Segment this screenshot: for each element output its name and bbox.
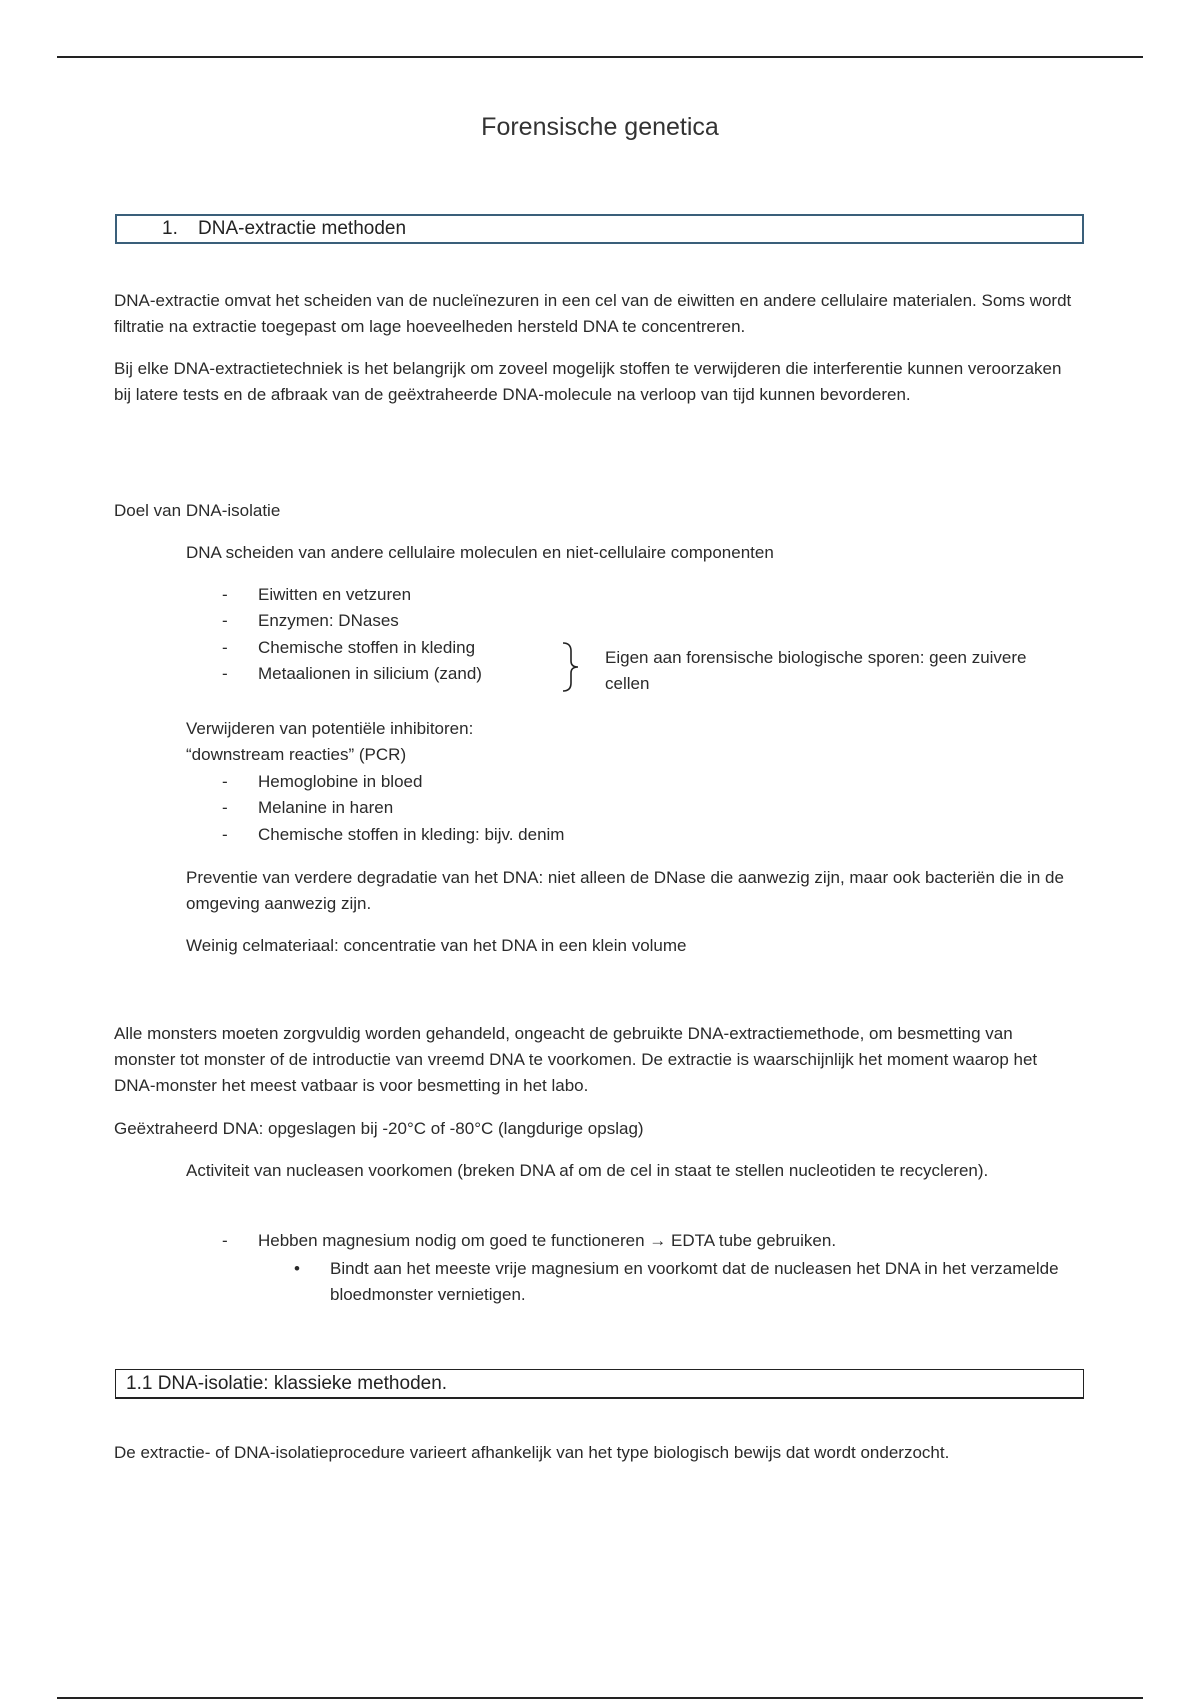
prevention-paragraph: Preventie van verdere degradatie van het DNA: niet alleen de DNase die aanwezig zijn, maar ook bacteriën die in de omgeving aanwezig zijn.: [186, 868, 1064, 913]
section-heading-1: [115, 214, 1084, 244]
bullet-icon: •: [294, 1259, 300, 1278]
list-item: Eiwitten en vetzuren: [258, 585, 412, 604]
bottom-rule: [57, 1697, 1143, 1699]
document-title: Forensische genetica: [481, 113, 719, 141]
list-item: Metaalionen in silicium (zand): [258, 664, 482, 683]
section-heading-1-1: 1.1 DNA-isolatie: klassieke methoden.: [115, 1369, 1084, 1399]
section-1-1-paragraph: De extractie- of DNA-isolatieprocedure varieert afhankelijk van het type biologisch bewijs dat wordt onderzocht.: [114, 1443, 950, 1462]
storage-paragraph: Geëxtraheerd DNA: opgeslagen bij -20°C of -80°C (langdurige opslag): [114, 1119, 644, 1138]
list-dash: -: [222, 798, 228, 817]
inhibitors-line-1: Verwijderen van potentiële inhibitoren:: [186, 719, 474, 738]
intro-paragraph-1: DNA-extractie omvat het scheiden van de nucleïnezuren in een cel van de eiwitten en andere cellulaire materialen. Soms wordt filtratie na extractie toegepast om lage hoeveelheden hersteld DNA te concentreren.: [114, 291, 1072, 336]
list-item: Melanine in haren: [258, 798, 394, 817]
brace-note: Eigen aan forensische biologische sporen: geen zuivere cellen: [605, 648, 1027, 693]
list-item: Hebben magnesium nodig om goed te functioneren → EDTA tube gebruiken.: [258, 1231, 837, 1250]
low-material-paragraph: Weinig celmateriaal: concentratie van het DNA in een klein volume: [186, 936, 687, 955]
list-dash: -: [222, 664, 228, 683]
nuclease-paragraph: Activiteit van nucleasen voorkomen (breken DNA af om de cel in staat te stellen nucleotiden te recycleren).: [186, 1161, 989, 1180]
list-dash: -: [222, 611, 228, 630]
intro-paragraph-2: Bij elke DNA-extractietechniek is het belangrijk om zoveel mogelijk stoffen te verwijderen die interferentie kunnen veroorzaken bij latere tests en de afbraak van de geëxtraheerde DNA-molecule na verloop van tijd kunnen bevorderen.: [114, 359, 1062, 404]
list-dash: -: [222, 638, 228, 657]
curly-brace-icon: [560, 641, 582, 693]
list-item: Chemische stoffen in kleding: [258, 638, 476, 657]
list-dash: -: [222, 1231, 228, 1250]
handling-paragraph: Alle monsters moeten zorgvuldig worden gehandeld, ongeacht de gebruikte DNA-extractiemethode, om besmetting van monster tot monster of de introductie van vreemd DNA te voorkomen. De extractie is waarschijnlijk het moment waarop het DNA-monster het meest vatbaar is voor besmetting in het labo.: [114, 1024, 1038, 1095]
list-dash: -: [222, 772, 228, 791]
goal-label: Doel van DNA-isolatie: [114, 501, 281, 520]
list-dash: -: [222, 825, 228, 844]
list-item: Enzymen: DNases: [258, 611, 399, 630]
top-rule: [57, 56, 1143, 58]
goal-text: DNA scheiden van andere cellulaire moleculen en niet-cellulaire componenten: [186, 543, 774, 562]
list-item: Chemische stoffen in kleding: bijv. denim: [258, 825, 565, 844]
list-item: Hemoglobine in bloed: [258, 772, 423, 791]
sub-list-item: Bindt aan het meeste vrije magnesium en voorkomt dat de nucleasen het DNA in het verzamelde bloedmonster vernietigen.: [330, 1259, 1059, 1304]
list-dash: -: [222, 585, 228, 604]
inhibitors-line-2: “downstream reacties” (PCR): [186, 745, 407, 764]
section-number: 1.: [162, 218, 178, 239]
section-heading-text: DNA-extractie methoden: [198, 218, 407, 239]
